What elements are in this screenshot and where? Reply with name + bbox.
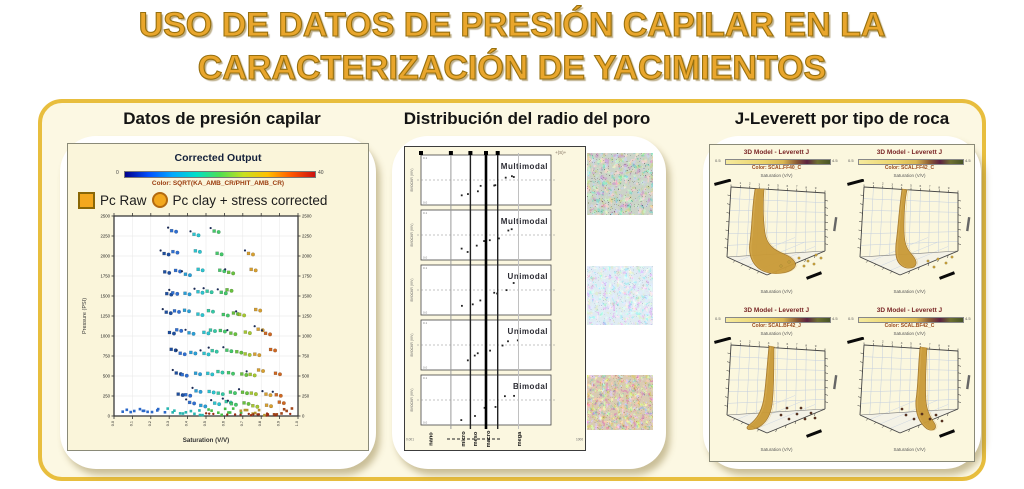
- axis-label-bar: [966, 217, 970, 231]
- colorbar-max-label: 40: [318, 170, 324, 176]
- pore-class-label: macro: [485, 430, 492, 448]
- svg-text:Pressure (PSI): Pressure (PSI): [82, 297, 88, 335]
- svg-text:0.5: 0.5: [203, 421, 207, 427]
- svg-text:4: 4: [900, 340, 903, 345]
- model-title: 3D Model - Leverett J: [876, 149, 943, 156]
- capillary-pressure-card: [60, 136, 376, 469]
- rock-texture-1: [587, 153, 653, 215]
- scatter-title: Corrected Output: [174, 152, 262, 164]
- colorbar-min-label: 0.5: [715, 316, 721, 321]
- svg-text:BVOCKR (V/V): BVOCKR (V/V): [410, 223, 414, 247]
- svg-text:3: 3: [758, 340, 761, 345]
- svg-text:500: 500: [302, 373, 310, 379]
- axis-label-bar: [714, 337, 731, 344]
- svg-text:250: 250: [102, 393, 110, 399]
- svg-text:7: 7: [795, 184, 798, 189]
- colorbar-max-label: 4.5: [965, 316, 971, 321]
- rock-texture-3: [587, 375, 653, 430]
- model-title: 3D Model - Leverett J: [876, 307, 943, 314]
- svg-text:0.001: 0.001: [406, 437, 414, 442]
- svg-text:0.0: 0.0: [423, 420, 428, 425]
- section-header-left: Datos de presión capilar: [123, 109, 321, 128]
- page-title-line2: CARACTERIZACIÓN DE YACIMIENTOS: [197, 48, 827, 87]
- pore-panels-svg: [405, 147, 585, 450]
- svg-text:4: 4: [900, 182, 903, 187]
- axis-label-bar: [966, 375, 970, 389]
- svg-text:2250: 2250: [100, 233, 110, 239]
- j-leverett-3d-grid: [710, 145, 974, 461]
- svg-text:0.9: 0.9: [276, 421, 281, 427]
- svg-text:2500: 2500: [100, 213, 110, 219]
- section-header-middle: Distribución del radio del poro: [403, 109, 651, 128]
- main-panel: [38, 99, 986, 481]
- svg-text:750: 750: [102, 353, 110, 359]
- svg-text:BVOCKR (V/V): BVOCKR (V/V): [410, 388, 414, 412]
- svg-text:0: 0: [302, 413, 305, 419]
- panel-label: Multimodal: [500, 217, 548, 226]
- thin-section-image-middle: [587, 266, 653, 325]
- rainbow-colorbar: [124, 171, 316, 178]
- svg-text:500: 500: [102, 373, 110, 379]
- svg-text:2: 2: [748, 339, 751, 344]
- model-axis-label-bottom: Saturation (V/V): [760, 289, 793, 294]
- pore-class-label: meso: [472, 431, 479, 447]
- svg-text:9: 9: [814, 185, 817, 190]
- svg-text:1: 1: [739, 181, 742, 186]
- pore-class-label: nano: [428, 432, 435, 446]
- pc-raw-label: Pc Raw: [100, 192, 147, 208]
- svg-text:2: 2: [881, 339, 884, 344]
- scatter-colorbar-row: [68, 170, 368, 178]
- model-color-subtitle: Color: SCAL.BF42_C: [884, 323, 935, 329]
- axis-label-bar: [806, 429, 822, 438]
- axis-label-bar: [833, 217, 837, 231]
- axis-label-bar: [714, 179, 731, 186]
- svg-text:8: 8: [805, 343, 808, 348]
- svg-text:7: 7: [928, 184, 931, 189]
- svg-text:8: 8: [805, 185, 808, 190]
- model-axis-label-bottom: Saturation (V/V): [893, 289, 926, 294]
- thin-section-image-bottom: [587, 375, 653, 430]
- model-axis-label-top: Saturation (V/V): [760, 331, 793, 336]
- svg-text:5: 5: [777, 341, 779, 346]
- colorbar-min-label: 0: [116, 170, 119, 176]
- svg-text:4: 4: [767, 182, 770, 187]
- svg-text:0.0: 0.0: [423, 255, 428, 260]
- svg-text:BVOCKR (V/V): BVOCKR (V/V): [410, 168, 414, 192]
- svg-text:7: 7: [928, 342, 931, 347]
- svg-text:0.1: 0.1: [423, 266, 428, 270]
- svg-text:6: 6: [786, 184, 789, 189]
- pc-scatter-plot: [78, 212, 362, 455]
- colorbar-max-label: 4.5: [832, 158, 838, 163]
- model-title: 3D Model - Leverett J: [743, 307, 810, 314]
- pc-corrected-marker-icon: [152, 192, 168, 208]
- pore-radius-chart-frame: [404, 146, 586, 451]
- svg-text:1000: 1000: [100, 333, 110, 339]
- svg-text:0.7: 0.7: [239, 421, 244, 427]
- svg-text:6: 6: [786, 342, 789, 347]
- colorbar-min-label: 0.5: [848, 158, 854, 163]
- svg-text:9: 9: [947, 343, 950, 348]
- colorbar-min-label: 0.5: [715, 158, 721, 163]
- svg-text:8: 8: [938, 343, 941, 348]
- pore-radius-card: [392, 136, 666, 469]
- svg-text:1000: 1000: [576, 437, 584, 442]
- svg-text:250: 250: [302, 393, 310, 399]
- leverett-3d-plot: [844, 179, 975, 287]
- svg-text:5: 5: [777, 183, 779, 188]
- svg-text:1: 1: [872, 181, 875, 186]
- page-title: [0, 4, 1024, 90]
- model-axis-label-top: Saturation (V/V): [893, 173, 926, 178]
- svg-text:2000: 2000: [100, 253, 110, 259]
- colorbar-formula-label: Color: SQRT(KA_AMB_CR/PHIT_AMB_CR): [151, 180, 285, 187]
- svg-text:1500: 1500: [302, 293, 312, 299]
- section-header-right: J-Leverett por tipo de roca: [734, 109, 950, 128]
- svg-text:2250: 2250: [302, 233, 312, 239]
- j-leverett-chart-frame: [709, 144, 975, 462]
- axis-label-bar: [847, 337, 864, 344]
- pore-class-label: mega: [517, 431, 524, 447]
- svg-text:0.4: 0.4: [184, 421, 189, 427]
- leverett-3d-plot: [711, 337, 842, 445]
- scatter-legend: [78, 190, 327, 210]
- panel-label: Bimodal: [512, 382, 548, 391]
- svg-text:1500: 1500: [100, 293, 110, 299]
- corner-note: +(S)+: [555, 150, 567, 155]
- rock-texture-2: [587, 266, 653, 325]
- pore-class-label: micro: [461, 431, 468, 447]
- svg-text:8: 8: [938, 185, 941, 190]
- svg-text:Saturation (V/V): Saturation (V/V): [182, 437, 230, 444]
- j-leverett-card: [703, 136, 981, 469]
- svg-text:3: 3: [758, 182, 761, 187]
- model-axis-label-bottom: Saturation (V/V): [760, 447, 793, 452]
- svg-text:2500: 2500: [302, 213, 312, 219]
- svg-text:9: 9: [814, 343, 817, 348]
- axis-label-bar: [939, 271, 955, 280]
- panel-label: Unimodal: [507, 327, 548, 336]
- axis-label-bar: [833, 375, 837, 389]
- model-title: 3D Model - Leverett J: [743, 149, 810, 156]
- model-axis-label-top: Saturation (V/V): [893, 331, 926, 336]
- model-color-subtitle: Color: SCAL.FF42_C: [884, 165, 935, 171]
- svg-text:0.0: 0.0: [423, 365, 428, 370]
- colorbar-max-label: 4.5: [832, 316, 838, 321]
- colorbar-min-label: 0.5: [848, 316, 854, 321]
- svg-text:0.1: 0.1: [423, 376, 428, 380]
- capillary-pressure-chart-frame: [67, 143, 369, 451]
- model-color-subtitle: Color: SCAL.BF42_J: [752, 323, 801, 329]
- svg-text:0.6: 0.6: [221, 421, 226, 427]
- svg-text:0.0: 0.0: [111, 421, 115, 427]
- svg-text:1750: 1750: [302, 273, 312, 279]
- svg-text:2: 2: [881, 181, 884, 186]
- model-axis-label-bottom: Saturation (V/V): [893, 447, 926, 452]
- thin-section-image-top: [587, 153, 653, 215]
- svg-text:3: 3: [891, 182, 894, 187]
- svg-text:1: 1: [739, 339, 742, 344]
- svg-text:750: 750: [302, 353, 310, 359]
- axis-label-bar: [847, 179, 864, 186]
- svg-text:0.1: 0.1: [423, 321, 428, 325]
- svg-text:BVOCKR (V/V): BVOCKR (V/V): [410, 333, 414, 357]
- panel-label: Unimodal: [507, 272, 548, 281]
- svg-text:1750: 1750: [100, 273, 110, 279]
- pc-raw-marker-icon: [78, 192, 95, 209]
- svg-text:2000: 2000: [302, 253, 312, 259]
- svg-text:6: 6: [919, 342, 922, 347]
- colorbar-max-label: 4.5: [965, 158, 971, 163]
- svg-text:0: 0: [107, 413, 110, 419]
- svg-text:1250: 1250: [100, 313, 110, 319]
- svg-text:3: 3: [891, 340, 894, 345]
- svg-text:9: 9: [947, 185, 950, 190]
- pore-radius-panels: [405, 147, 585, 455]
- page-title-line1: USO DE DATOS DE PRESIÓN CAPILAR EN LA: [138, 6, 886, 44]
- svg-text:0.3: 0.3: [166, 421, 171, 427]
- leverett-3d-plot: [844, 337, 975, 445]
- svg-text:0.1: 0.1: [423, 156, 428, 160]
- axis-label-bar: [806, 271, 822, 280]
- svg-text:1000: 1000: [302, 333, 312, 339]
- svg-text:0.0: 0.0: [423, 200, 428, 205]
- svg-text:4: 4: [767, 340, 770, 345]
- model-axis-label-top: Saturation (V/V): [760, 173, 793, 178]
- svg-text:BVOCKR (V/V): BVOCKR (V/V): [410, 278, 414, 302]
- svg-text:1.0: 1.0: [295, 421, 299, 427]
- svg-text:0.0: 0.0: [423, 310, 428, 315]
- svg-text:7: 7: [795, 342, 798, 347]
- scatter-svg: [78, 212, 362, 450]
- svg-text:2: 2: [748, 181, 751, 186]
- svg-text:1: 1: [872, 339, 875, 344]
- leverett-3d-plot: [711, 179, 842, 287]
- svg-text:6: 6: [919, 184, 922, 189]
- pc-corrected-label: Pc clay + stress corrected: [172, 192, 328, 208]
- svg-text:5: 5: [910, 183, 912, 188]
- svg-text:5: 5: [910, 341, 912, 346]
- svg-text:0.2: 0.2: [147, 421, 152, 427]
- svg-text:0.8: 0.8: [258, 421, 263, 427]
- panel-label: Multimodal: [500, 162, 548, 171]
- svg-text:1250: 1250: [302, 313, 312, 319]
- svg-text:0.1: 0.1: [129, 421, 134, 427]
- model-color-subtitle: Color: SCAL.FF40_C: [751, 165, 802, 171]
- svg-text:0.1: 0.1: [423, 211, 428, 215]
- axis-label-bar: [939, 429, 955, 438]
